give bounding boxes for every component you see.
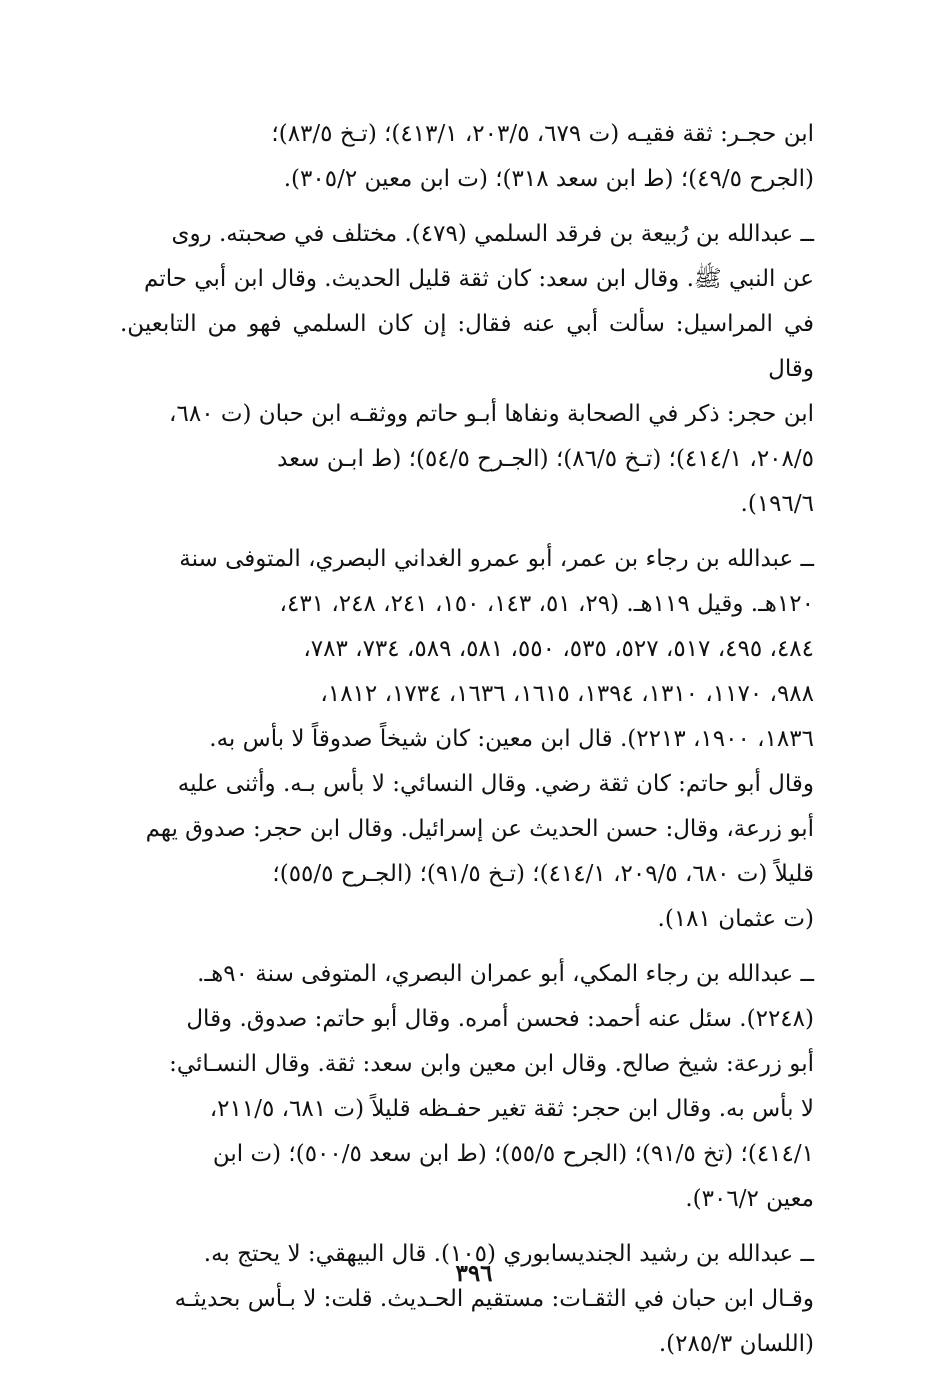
text-line: ١٨٣٦، ١٩٠٠، ٢٢١٣). قال ابن معين: كان شيخاً صدوقاً لا بأس به. [209,726,814,752]
text-line: في المراسيل: سألت أبي عنه فقال: إن كان السلمي فهو من التابعين. وقال [120,311,814,382]
text-line: لا بأس به. وقال ابن حجر: ثقة تغير حفـظه قليلاً (ت ٦٨١، ٢١١/٥، [209,1096,814,1122]
text-line: ــ عبدالله بن رُبيعة بن فرقد السلمي (٤٧٩). مختلف في صحبته. روى [171,221,814,247]
text-line: (اللسان ٢٨٥/٣). [658,1331,814,1357]
text-line: أبو زرعة، وقال: حسن الحديث عن إسرائيل. وقال ابن حجر: صدوق يهم [145,816,814,842]
entry-abdullah-ibn-rubayah [120,212,814,527]
text-line: ــ عبدالله بن رجاء بن عمر، أبو عمرو الغداني البصري، المتوفى سنة [179,546,814,572]
text-line: (ت عثمان ١٨١). [657,906,814,932]
text-line: وقـال ابن حبان في الثقـات: مستقيم الحـديث. قلت: لا بـأس بحديثـه [174,1286,814,1312]
text-line: عن النبي ﷺ. وقال ابن سعد: كان ثقة قليل الحديث. وقال ابن أبي حاتم [144,266,814,292]
text-line: ٤٨٤، ٤٩٥، ٥١٧، ٥٢٧، ٥٣٥، ٥٥٠، ٥٨١، ٥٨٩، ٧٣٤، ٧٨٣، [303,636,814,662]
entry-abdullah-ibn-raja-al-makki [120,952,814,1222]
text-line: ــ عبدالله بن رشيد الجنديسابوري (١٠٥). قال البيهقي: لا يحتج به. [203,1241,814,1267]
text-line: (الجرح ٤٩/٥)؛ (ط ابن سعد ٣١٨)؛ (ت ابن معين ٣٠٥/٢). [283,166,814,192]
text-line: ١٢٠هـ. وقيل ١١٩هـ. (٢٩، ٥١، ١٤٣، ١٥٠، ٢٤١، ٢٤٨، ٤٣١، [279,591,814,617]
text-line: ابن حجـر: ثقة فقيـه (ت ٦٧٩، ٢٠٣/٥، ٤١٣/١)؛ (تـخ ٨٣/٥)؛ [271,121,814,147]
text-line: قليلاً (ت ٦٨٠، ٢٠٩/٥، ٤١٤/١)؛ (تـخ ٩١/٥)؛ (الجـرح ٥٥/٥)؛ [272,861,814,887]
text-line: ــ عبدالله بن رجاء المكي، أبو عمران البصري، المتوفى سنة ٩٠هـ. [197,961,814,987]
entry-abdullah-ibn-rashid [120,1232,814,1367]
text-line: أبو زرعة: شيخ صالح. وقال ابن معين وابن سعد: ثقة. وقال النسـائي: [169,1051,814,1077]
page-body [120,112,814,1377]
entry-abdullah-ibn-raja-ibn-umar [120,537,814,942]
text-line: ١٩٦/٦). [740,491,814,517]
text-line: (٢٢٤٨). سئل عنه أحمد: فحسن أمره. وقال أبو حاتم: صدوق. وقال [186,1006,814,1032]
text-line: ٢٠٨/٥، ٤١٤/١)؛ (تـخ ٨٦/٥)؛ (الجـرح ٥٤/٥)؛ (ط ابـن سعد [277,446,814,472]
text-line: وقال أبو حاتم: كان ثقة رضي. وقال النسائي: لا بأس بـه. وأثنى عليه [177,771,814,797]
text-line: ابن حجر: ذكر في الصحابة ونفاها أبـو حاتم ووثقـه ابن حبان (ت ٦٨٠، [169,401,814,427]
text-line: ٩٨٨، ١١٧٠، ١٣١٠، ١٣٩٤، ١٦١٥، ١٦٣٦، ١٧٣٤، ١٨١٢، [320,681,814,707]
text-line: معين ٣٠٦/٢). [685,1186,814,1212]
text-line: ٤١٤/١)؛ (تخ ٩١/٥)؛ (الجرح ٥٥/٥)؛ (ط ابن سعد ٥٠٠/٥)؛ (ت ابن [212,1141,814,1167]
page-number: ٣٩٦ [455,1260,493,1287]
entry-1-continuation [120,112,814,202]
